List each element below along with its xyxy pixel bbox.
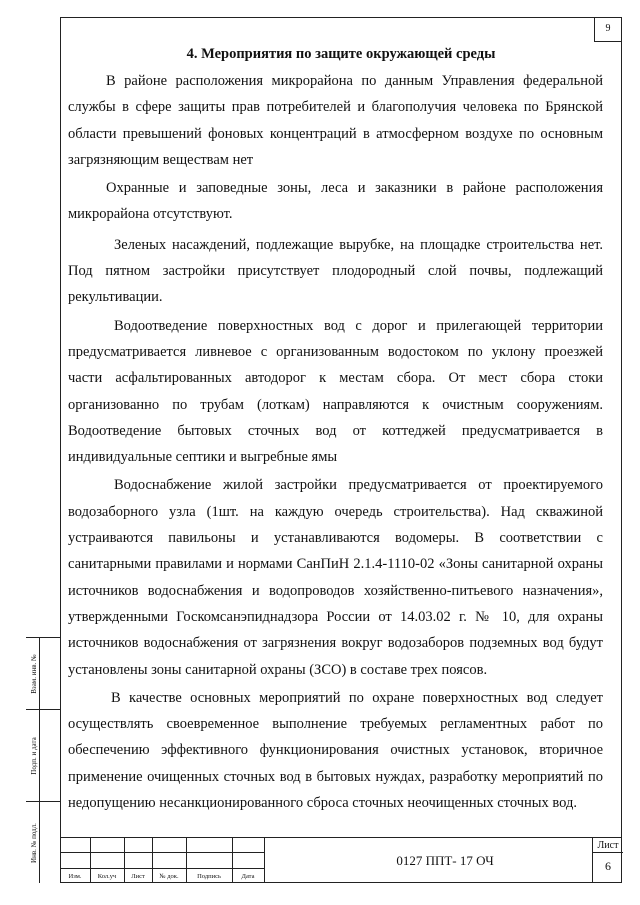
corner-page-number: 9 xyxy=(594,18,621,42)
side-cell-replacement xyxy=(26,637,60,709)
side-stamp-column xyxy=(26,637,60,883)
sheet-label: Лист xyxy=(593,839,623,853)
col-doc-number: № док. xyxy=(159,873,179,880)
col-sheet: Лист xyxy=(131,873,145,880)
paragraph-4: Водоотведение поверхностных вод с дорог и прилегающей территории предусматривается ливневое с организованным водостоком по уклону проезжей части асфальтированных автодорог к местам сбора. От мест сбора стоки организованно по трубам (лоткам) направляются к очистным сооружениям. Водоотведение бытовых сточных вод от коттеджей предусматривается в индивидуальные септики и выгребные ямы xyxy=(68,317,603,466)
title-block xyxy=(60,837,622,883)
document-body xyxy=(68,68,603,816)
side-cell-inventory xyxy=(26,801,60,883)
col-signature: Подпись xyxy=(197,873,221,880)
paragraph-1: В районе расположения микрорайона по данным Управления федеральной службы в сфере защиты прав потребителей и благополучия человека по Брянской области превышений фоновых концентраций в атмосферном воздухе по основным загрязняющим веществам нет xyxy=(68,73,603,168)
document-code: 0127 ППТ- 17 ОЧ xyxy=(396,853,494,868)
paragraph-3: Зеленых насаждений, подлежащие вырубке, на площадке строительства нет. Под пятном застройки присутствует плодородный слой почвы, подлежащий рекультивации. xyxy=(68,236,603,306)
col-date: Дата xyxy=(241,873,255,880)
paragraph-5: Водоснабжение жилой застройки предусматривается от проектируемого водозаборного узла (1шт. на каждую очередь строительства). Над скважиной устраиваются павильоны и устанавливаются водомеры. В соответствии с санитарными правилами и нормами СанПиН 2.1.4-1110-02 «Зоны санитарной охраны источников водоснабжения и водопроводов хозяйственно-питьевого назначения», утвержденными Госкомсанэпиднадзора России от 14.03.02 г. № 10, для охраны источников водоснабжения от загрязнения вокруг водозаборов подземных вод будут установлены зоны санитарной охраны (ЗСО) в составе трех поясов. xyxy=(68,477,603,678)
side-cell-signature xyxy=(26,709,60,801)
col-change: Изм. xyxy=(68,873,82,880)
paragraph-6: В качестве основных мероприятий по охране поверхностных вод следует осуществлять своевременное выполнение требуемых регламентных работ по обеспечению эффективного функционирования очистных установок, вторичное применение очищенных сточных вод в бытовых нуждах, разработку мероприятий по недопущению несанкционированного сброса сточных неочищенных сточных вод. xyxy=(68,689,603,812)
revision-grid xyxy=(60,837,264,883)
sheet-number: 6 xyxy=(605,859,611,873)
side-label-replacement: Взам. инв. № xyxy=(30,653,38,694)
col-count: Кол.уч xyxy=(97,873,117,880)
paragraph-2: Охранные и заповедные зоны, леса и заказники в районе расположения микрорайона отсутствуют. xyxy=(68,180,603,223)
section-title: 4. Мероприятия по защите окружающей среды xyxy=(186,46,496,62)
side-label-inventory: Инв. № подл. xyxy=(30,822,38,863)
side-label-signature: Подп. и дата xyxy=(30,736,38,775)
sheet-box xyxy=(592,837,622,883)
